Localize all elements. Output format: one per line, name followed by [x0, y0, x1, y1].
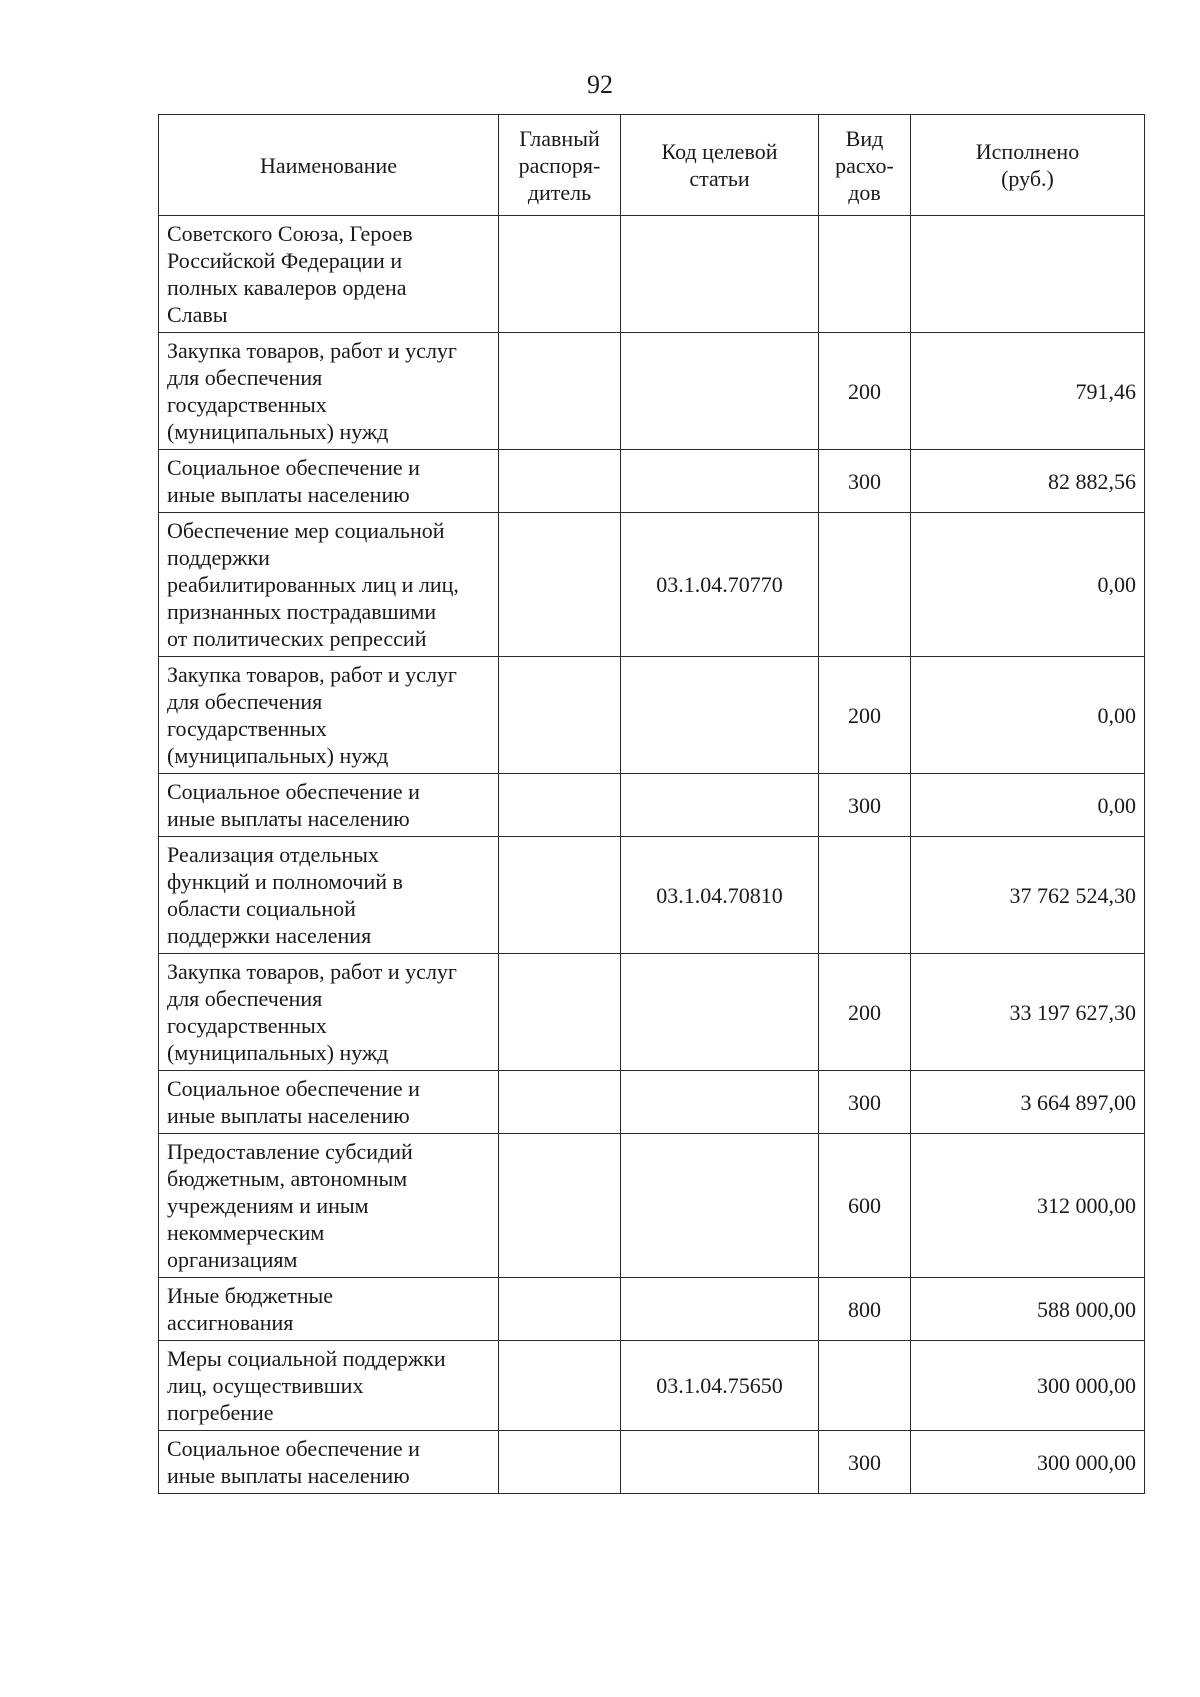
cell-executed: 0,00 — [911, 657, 1145, 774]
cell-code — [621, 1431, 819, 1494]
cell-name-line: Реализация отдельных — [167, 842, 379, 867]
cell-name-line: (муниципальных) нужд — [167, 419, 389, 444]
cell-name-line: Предоставление субсидий — [167, 1139, 413, 1164]
table-row — [159, 954, 1145, 1071]
col-header-chief — [499, 115, 621, 216]
table-row — [159, 837, 1145, 954]
cell-name-line: государственных — [167, 1013, 327, 1038]
cell-name-line: организациям — [167, 1247, 298, 1272]
cell-code — [621, 774, 819, 837]
cell-kind: 200 — [819, 333, 911, 450]
header-line: дов — [848, 179, 881, 205]
cell-code — [621, 1278, 819, 1341]
cell-name — [159, 333, 499, 450]
cell-kind: 800 — [819, 1278, 911, 1341]
cell-executed: 300 000,00 — [911, 1431, 1145, 1494]
cell-name-line: Славы — [167, 302, 228, 327]
cell-name-line: области социальной — [167, 896, 356, 921]
cell-executed: 37 762 524,30 — [911, 837, 1145, 954]
cell-chief — [499, 333, 621, 450]
cell-name-line: некоммерческим — [167, 1220, 325, 1245]
header-line: (руб.) — [1001, 166, 1054, 191]
cell-kind — [819, 1341, 911, 1431]
page-number: 92 — [587, 70, 613, 99]
header-line: Вид — [845, 125, 884, 151]
col-header-name — [159, 115, 499, 216]
cell-name — [159, 513, 499, 657]
cell-chief — [499, 837, 621, 954]
cell-name-line: Социальное обеспечение и — [167, 779, 420, 804]
cell-name-line: Закупка товаров, работ и услуг — [167, 662, 457, 687]
cell-name-line: Обеспечение мер социальной — [167, 518, 445, 543]
cell-executed — [911, 216, 1145, 333]
cell-code — [621, 1071, 819, 1134]
cell-name — [159, 774, 499, 837]
cell-name-line: иные выплаты населению — [167, 482, 410, 507]
cell-name-line: учреждениям и иным — [167, 1193, 369, 1218]
cell-name — [159, 1071, 499, 1134]
cell-name-line: лиц, осуществивших — [167, 1373, 364, 1398]
cell-name-line: государственных — [167, 716, 327, 741]
col-header-name-label: Наименование — [259, 152, 398, 178]
header-line: дитель — [527, 179, 592, 205]
cell-name-line: погребение — [167, 1400, 274, 1425]
cell-name — [159, 657, 499, 774]
cell-executed: 3 664 897,00 — [911, 1071, 1145, 1134]
cell-name — [159, 1134, 499, 1278]
cell-kind: 200 — [819, 954, 911, 1071]
cell-chief — [499, 954, 621, 1071]
cell-name — [159, 216, 499, 333]
table-row — [159, 333, 1145, 450]
cell-name-line: Иные бюджетные — [167, 1283, 334, 1308]
col-header-executed — [911, 115, 1145, 216]
cell-name-line: Социальное обеспечение и — [167, 455, 420, 480]
cell-name-line: бюджетным, автономным — [167, 1166, 408, 1191]
table-row — [159, 450, 1145, 513]
cell-chief — [499, 450, 621, 513]
table-row — [159, 1134, 1145, 1278]
cell-chief — [499, 513, 621, 657]
cell-code — [621, 954, 819, 1071]
cell-name — [159, 450, 499, 513]
cell-executed: 312 000,00 — [911, 1134, 1145, 1278]
cell-name-line: функций и полномочий в — [167, 869, 403, 894]
header-line: Исполнено — [975, 139, 1080, 164]
cell-kind: 600 — [819, 1134, 911, 1278]
cell-code — [621, 333, 819, 450]
cell-name-line: реабилитированных лиц и лиц, — [167, 572, 459, 597]
cell-kind: 300 — [819, 774, 911, 837]
cell-name-line: поддержки — [167, 545, 270, 570]
table-row — [159, 216, 1145, 333]
table-row — [159, 1278, 1145, 1341]
cell-chief — [499, 1071, 621, 1134]
header-line: статьи — [689, 166, 750, 191]
table-row — [159, 1431, 1145, 1494]
cell-chief — [499, 216, 621, 333]
cell-executed: 300 000,00 — [911, 1341, 1145, 1431]
cell-name — [159, 1278, 499, 1341]
cell-chief — [499, 1278, 621, 1341]
header-line: распоря- — [518, 152, 601, 178]
cell-kind — [819, 837, 911, 954]
cell-name-line: признанных пострадавшими — [167, 599, 437, 624]
cell-chief — [499, 774, 621, 837]
cell-chief — [499, 1134, 621, 1278]
table-row — [159, 1341, 1145, 1431]
cell-code — [621, 216, 819, 333]
cell-executed: 791,46 — [911, 333, 1145, 450]
table-row — [159, 774, 1145, 837]
table-row — [159, 657, 1145, 774]
header-line: Код целевой — [661, 139, 778, 164]
cell-name-line: иные выплаты населению — [167, 806, 410, 831]
header-line: расхо- — [835, 152, 894, 178]
cell-name-line: полных кавалеров ордена — [167, 275, 407, 300]
cell-name-line: для обеспечения — [167, 365, 323, 390]
cell-executed: 588 000,00 — [911, 1278, 1145, 1341]
cell-name-line: Закупка товаров, работ и услуг — [167, 959, 457, 984]
cell-name-line: государственных — [167, 392, 327, 417]
cell-name-line: для обеспечения — [167, 986, 323, 1011]
cell-chief — [499, 1431, 621, 1494]
cell-code: 03.1.04.75650 — [621, 1341, 819, 1431]
header-line: Главный — [519, 125, 600, 151]
cell-code — [621, 657, 819, 774]
cell-name-line: для обеспечения — [167, 689, 323, 714]
cell-name-line: Социальное обеспечение и — [167, 1076, 420, 1101]
cell-kind: 300 — [819, 1431, 911, 1494]
cell-name-line: Закупка товаров, работ и услуг — [167, 338, 457, 363]
table-row — [159, 513, 1145, 657]
cell-name-line: Российской Федерации и — [167, 248, 403, 273]
table-row — [159, 1071, 1145, 1134]
cell-executed: 0,00 — [911, 513, 1145, 657]
cell-code: 03.1.04.70810 — [621, 837, 819, 954]
cell-kind: 200 — [819, 657, 911, 774]
table-header-row — [159, 115, 1145, 216]
cell-chief — [499, 657, 621, 774]
cell-name-line: (муниципальных) нужд — [167, 743, 389, 768]
cell-name-line: Советского Союза, Героев — [167, 221, 413, 246]
budget-table — [158, 114, 1145, 1494]
cell-chief — [499, 1341, 621, 1431]
cell-executed: 82 882,56 — [911, 450, 1145, 513]
cell-kind: 300 — [819, 1071, 911, 1134]
cell-name — [159, 1431, 499, 1494]
cell-name-line: (муниципальных) нужд — [167, 1040, 389, 1065]
col-header-code — [621, 115, 819, 216]
table-body — [159, 216, 1145, 1494]
cell-name-line: иные выплаты населению — [167, 1463, 410, 1488]
cell-name-line: Меры социальной поддержки — [167, 1346, 446, 1371]
cell-name — [159, 1341, 499, 1431]
cell-kind — [819, 216, 911, 333]
cell-kind: 300 — [819, 450, 911, 513]
cell-name-line: ассигнования — [167, 1310, 294, 1335]
col-header-kind — [819, 115, 911, 216]
cell-name-line: иные выплаты населению — [167, 1103, 410, 1128]
cell-executed: 0,00 — [911, 774, 1145, 837]
cell-code — [621, 450, 819, 513]
cell-name-line: от политических репрессий — [167, 626, 427, 651]
cell-code: 03.1.04.70770 — [621, 513, 819, 657]
cell-executed: 33 197 627,30 — [911, 954, 1145, 1071]
cell-kind — [819, 513, 911, 657]
cell-name — [159, 837, 499, 954]
cell-name — [159, 954, 499, 1071]
cell-name-line: Социальное обеспечение и — [167, 1436, 420, 1461]
cell-code — [621, 1134, 819, 1278]
cell-name-line: поддержки населения — [167, 923, 372, 948]
